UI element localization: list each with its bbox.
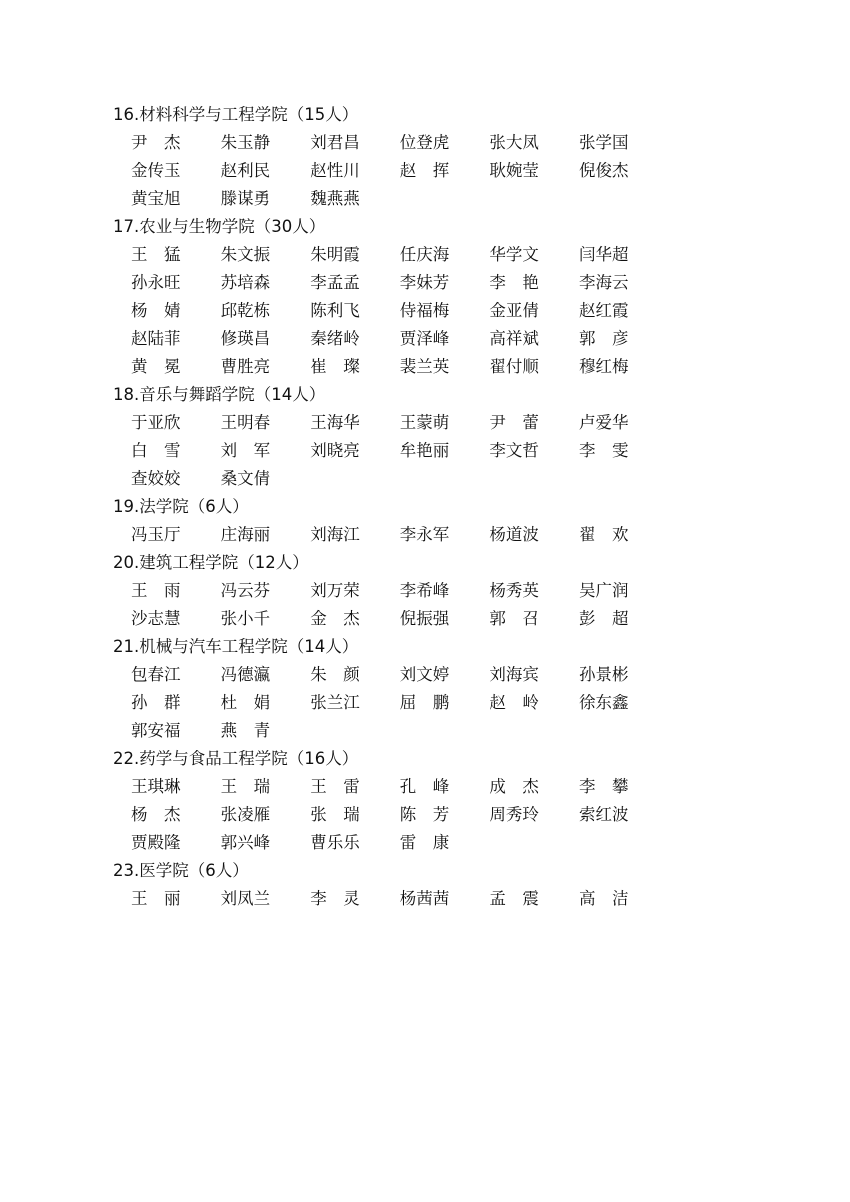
person-name: 倪振强 <box>399 609 450 628</box>
person-name: 赵利民 <box>220 161 271 180</box>
person-name: 崔 璨 <box>310 357 360 376</box>
person-name: 高 洁 <box>578 889 629 908</box>
names-row <box>113 661 713 689</box>
person-name: 朱玉静 <box>220 133 271 152</box>
person-name: 魏燕燕 <box>310 189 360 208</box>
person-name: 彭 超 <box>578 609 629 628</box>
person-name: 李 灵 <box>310 889 360 908</box>
person-name: 金传玉 <box>131 161 181 180</box>
person-name: 任庆海 <box>399 245 450 264</box>
person-name: 周秀玲 <box>489 805 539 824</box>
person-name: 孔 峰 <box>399 777 450 796</box>
names-row <box>113 465 713 493</box>
person-name: 孙景彬 <box>578 665 629 684</box>
person-name: 李希峰 <box>399 581 450 600</box>
person-name: 孟 震 <box>489 889 539 908</box>
person-name: 陈利飞 <box>310 301 360 320</box>
person-name: 裴兰英 <box>399 357 450 376</box>
person-name: 刘文婷 <box>399 665 450 684</box>
person-name: 吴广润 <box>578 581 629 600</box>
person-name: 王 雷 <box>310 777 360 796</box>
person-name: 华学文 <box>489 245 539 264</box>
person-name: 张凌雁 <box>220 805 271 824</box>
college-section <box>113 213 713 381</box>
names-row <box>113 521 713 549</box>
person-name: 李 艳 <box>489 273 539 292</box>
document-body <box>113 101 713 913</box>
person-name: 杨 婧 <box>131 301 181 320</box>
person-name: 穆红梅 <box>578 357 629 376</box>
person-name: 刘君昌 <box>310 133 360 152</box>
names-row <box>113 185 713 213</box>
person-name: 牟艳丽 <box>399 441 450 460</box>
person-name: 杨 杰 <box>131 805 181 824</box>
person-name: 王 雨 <box>131 581 181 600</box>
names-row <box>113 885 713 913</box>
person-name: 刘晓亮 <box>310 441 360 460</box>
names-row <box>113 605 713 633</box>
section-title: 20.建筑工程学院（12人） <box>113 553 309 572</box>
person-name: 孙永旺 <box>131 273 181 292</box>
person-name: 尹 蕾 <box>489 413 539 432</box>
person-name: 刘凤兰 <box>220 889 271 908</box>
college-section <box>113 101 713 213</box>
person-name: 张学国 <box>578 133 629 152</box>
person-name: 李海云 <box>578 273 629 292</box>
person-name: 尹 杰 <box>131 133 181 152</box>
person-name: 郭兴峰 <box>220 833 271 852</box>
person-name: 曹乐乐 <box>310 833 360 852</box>
section-title: 18.音乐与舞蹈学院（14人） <box>113 385 326 404</box>
person-name: 耿婉莹 <box>489 161 539 180</box>
person-name: 王琪琳 <box>131 777 181 796</box>
person-name: 冯云芬 <box>220 581 271 600</box>
person-name: 黄宝旭 <box>131 189 181 208</box>
person-name: 刘海宾 <box>489 665 539 684</box>
person-name: 郭 彦 <box>578 329 629 348</box>
person-name: 包春江 <box>131 665 181 684</box>
names-row <box>113 241 713 269</box>
person-name: 郭 召 <box>489 609 539 628</box>
person-name: 金 杰 <box>310 609 360 628</box>
college-section <box>113 857 713 913</box>
college-section <box>113 633 713 745</box>
section-title: 19.法学院（6人） <box>113 497 249 516</box>
names-row <box>113 717 713 745</box>
person-name: 张兰江 <box>310 693 360 712</box>
person-name: 朱 颜 <box>310 665 360 684</box>
section-title: 17.农业与生物学院（30人） <box>113 217 326 236</box>
person-name: 黄 冕 <box>131 357 181 376</box>
person-name: 冯德瀛 <box>220 665 271 684</box>
person-name: 王明春 <box>220 413 271 432</box>
person-name: 刘万荣 <box>310 581 360 600</box>
person-name: 杨秀英 <box>489 581 539 600</box>
person-name: 成 杰 <box>489 777 539 796</box>
person-name: 白 雪 <box>131 441 181 460</box>
names-row <box>113 829 713 857</box>
person-name: 贾泽峰 <box>399 329 450 348</box>
college-section <box>113 745 713 857</box>
person-name: 雷 康 <box>399 833 450 852</box>
person-name: 翟 欢 <box>578 525 629 544</box>
names-row <box>113 129 713 157</box>
person-name: 杨茜茜 <box>399 889 450 908</box>
names-row <box>113 353 713 381</box>
college-section <box>113 381 713 493</box>
names-row <box>113 689 713 717</box>
person-name: 秦绪岭 <box>310 329 360 348</box>
person-name: 张小千 <box>220 609 271 628</box>
person-name: 邱乾栋 <box>220 301 271 320</box>
person-name: 徐东鑫 <box>578 693 629 712</box>
person-name: 李孟孟 <box>310 273 360 292</box>
person-name: 刘海江 <box>310 525 360 544</box>
names-row <box>113 269 713 297</box>
person-name: 赵 挥 <box>399 161 450 180</box>
names-row <box>113 773 713 801</box>
person-name: 赵红霞 <box>578 301 629 320</box>
person-name: 索红波 <box>578 805 629 824</box>
person-name: 滕谋勇 <box>220 189 271 208</box>
person-name: 沙志慧 <box>131 609 181 628</box>
names-row <box>113 437 713 465</box>
college-section <box>113 549 713 633</box>
names-row <box>113 325 713 353</box>
person-name: 张大凤 <box>489 133 539 152</box>
names-row <box>113 577 713 605</box>
person-name: 查姣姣 <box>131 469 181 488</box>
person-name: 李妹芳 <box>399 273 450 292</box>
person-name: 于亚欣 <box>131 413 181 432</box>
person-name: 位登虎 <box>399 133 450 152</box>
names-row <box>113 297 713 325</box>
person-name: 赵陆菲 <box>131 329 181 348</box>
names-row <box>113 801 713 829</box>
person-name: 郭安福 <box>131 721 181 740</box>
person-name: 杜 娟 <box>220 693 271 712</box>
names-row <box>113 157 713 185</box>
person-name: 李 攀 <box>578 777 629 796</box>
person-name: 王蒙萌 <box>399 413 450 432</box>
person-name: 卢爱华 <box>578 413 629 432</box>
person-name: 李永军 <box>399 525 450 544</box>
person-name: 李 雯 <box>578 441 629 460</box>
person-name: 张 瑞 <box>310 805 360 824</box>
person-name: 王 猛 <box>131 245 181 264</box>
section-title: 21.机械与汽车工程学院（14人） <box>113 637 359 656</box>
person-name: 王海华 <box>310 413 360 432</box>
person-name: 孙 群 <box>131 693 181 712</box>
person-name: 朱明霞 <box>310 245 360 264</box>
person-name: 赵 岭 <box>489 693 539 712</box>
person-name: 屈 鹏 <box>399 693 450 712</box>
person-name: 苏培森 <box>220 273 271 292</box>
section-title: 22.药学与食品工程学院（16人） <box>113 749 359 768</box>
person-name: 曹胜亮 <box>220 357 271 376</box>
person-name: 修瑛昌 <box>220 329 271 348</box>
person-name: 桑文倩 <box>220 469 271 488</box>
person-name: 侍福梅 <box>399 301 450 320</box>
person-name: 陈 芳 <box>399 805 450 824</box>
person-name: 闫华超 <box>578 245 629 264</box>
person-name: 冯玉厅 <box>131 525 181 544</box>
person-name: 金亚倩 <box>489 301 539 320</box>
person-name: 朱文振 <box>220 245 271 264</box>
person-name: 高祥斌 <box>489 329 539 348</box>
person-name: 倪俊杰 <box>578 161 629 180</box>
section-title: 16.材料科学与工程学院（15人） <box>113 105 359 124</box>
section-title: 23.医学院（6人） <box>113 861 249 880</box>
college-section <box>113 493 713 549</box>
person-name: 赵性川 <box>310 161 360 180</box>
person-name: 李文哲 <box>489 441 539 460</box>
names-row <box>113 409 713 437</box>
person-name: 王 丽 <box>131 889 181 908</box>
person-name: 庄海丽 <box>220 525 271 544</box>
person-name: 杨道波 <box>489 525 539 544</box>
person-name: 翟付顺 <box>489 357 539 376</box>
person-name: 王 瑞 <box>220 777 271 796</box>
person-name: 贾殿隆 <box>131 833 181 852</box>
person-name: 燕 青 <box>220 721 271 740</box>
person-name: 刘 军 <box>220 441 271 460</box>
